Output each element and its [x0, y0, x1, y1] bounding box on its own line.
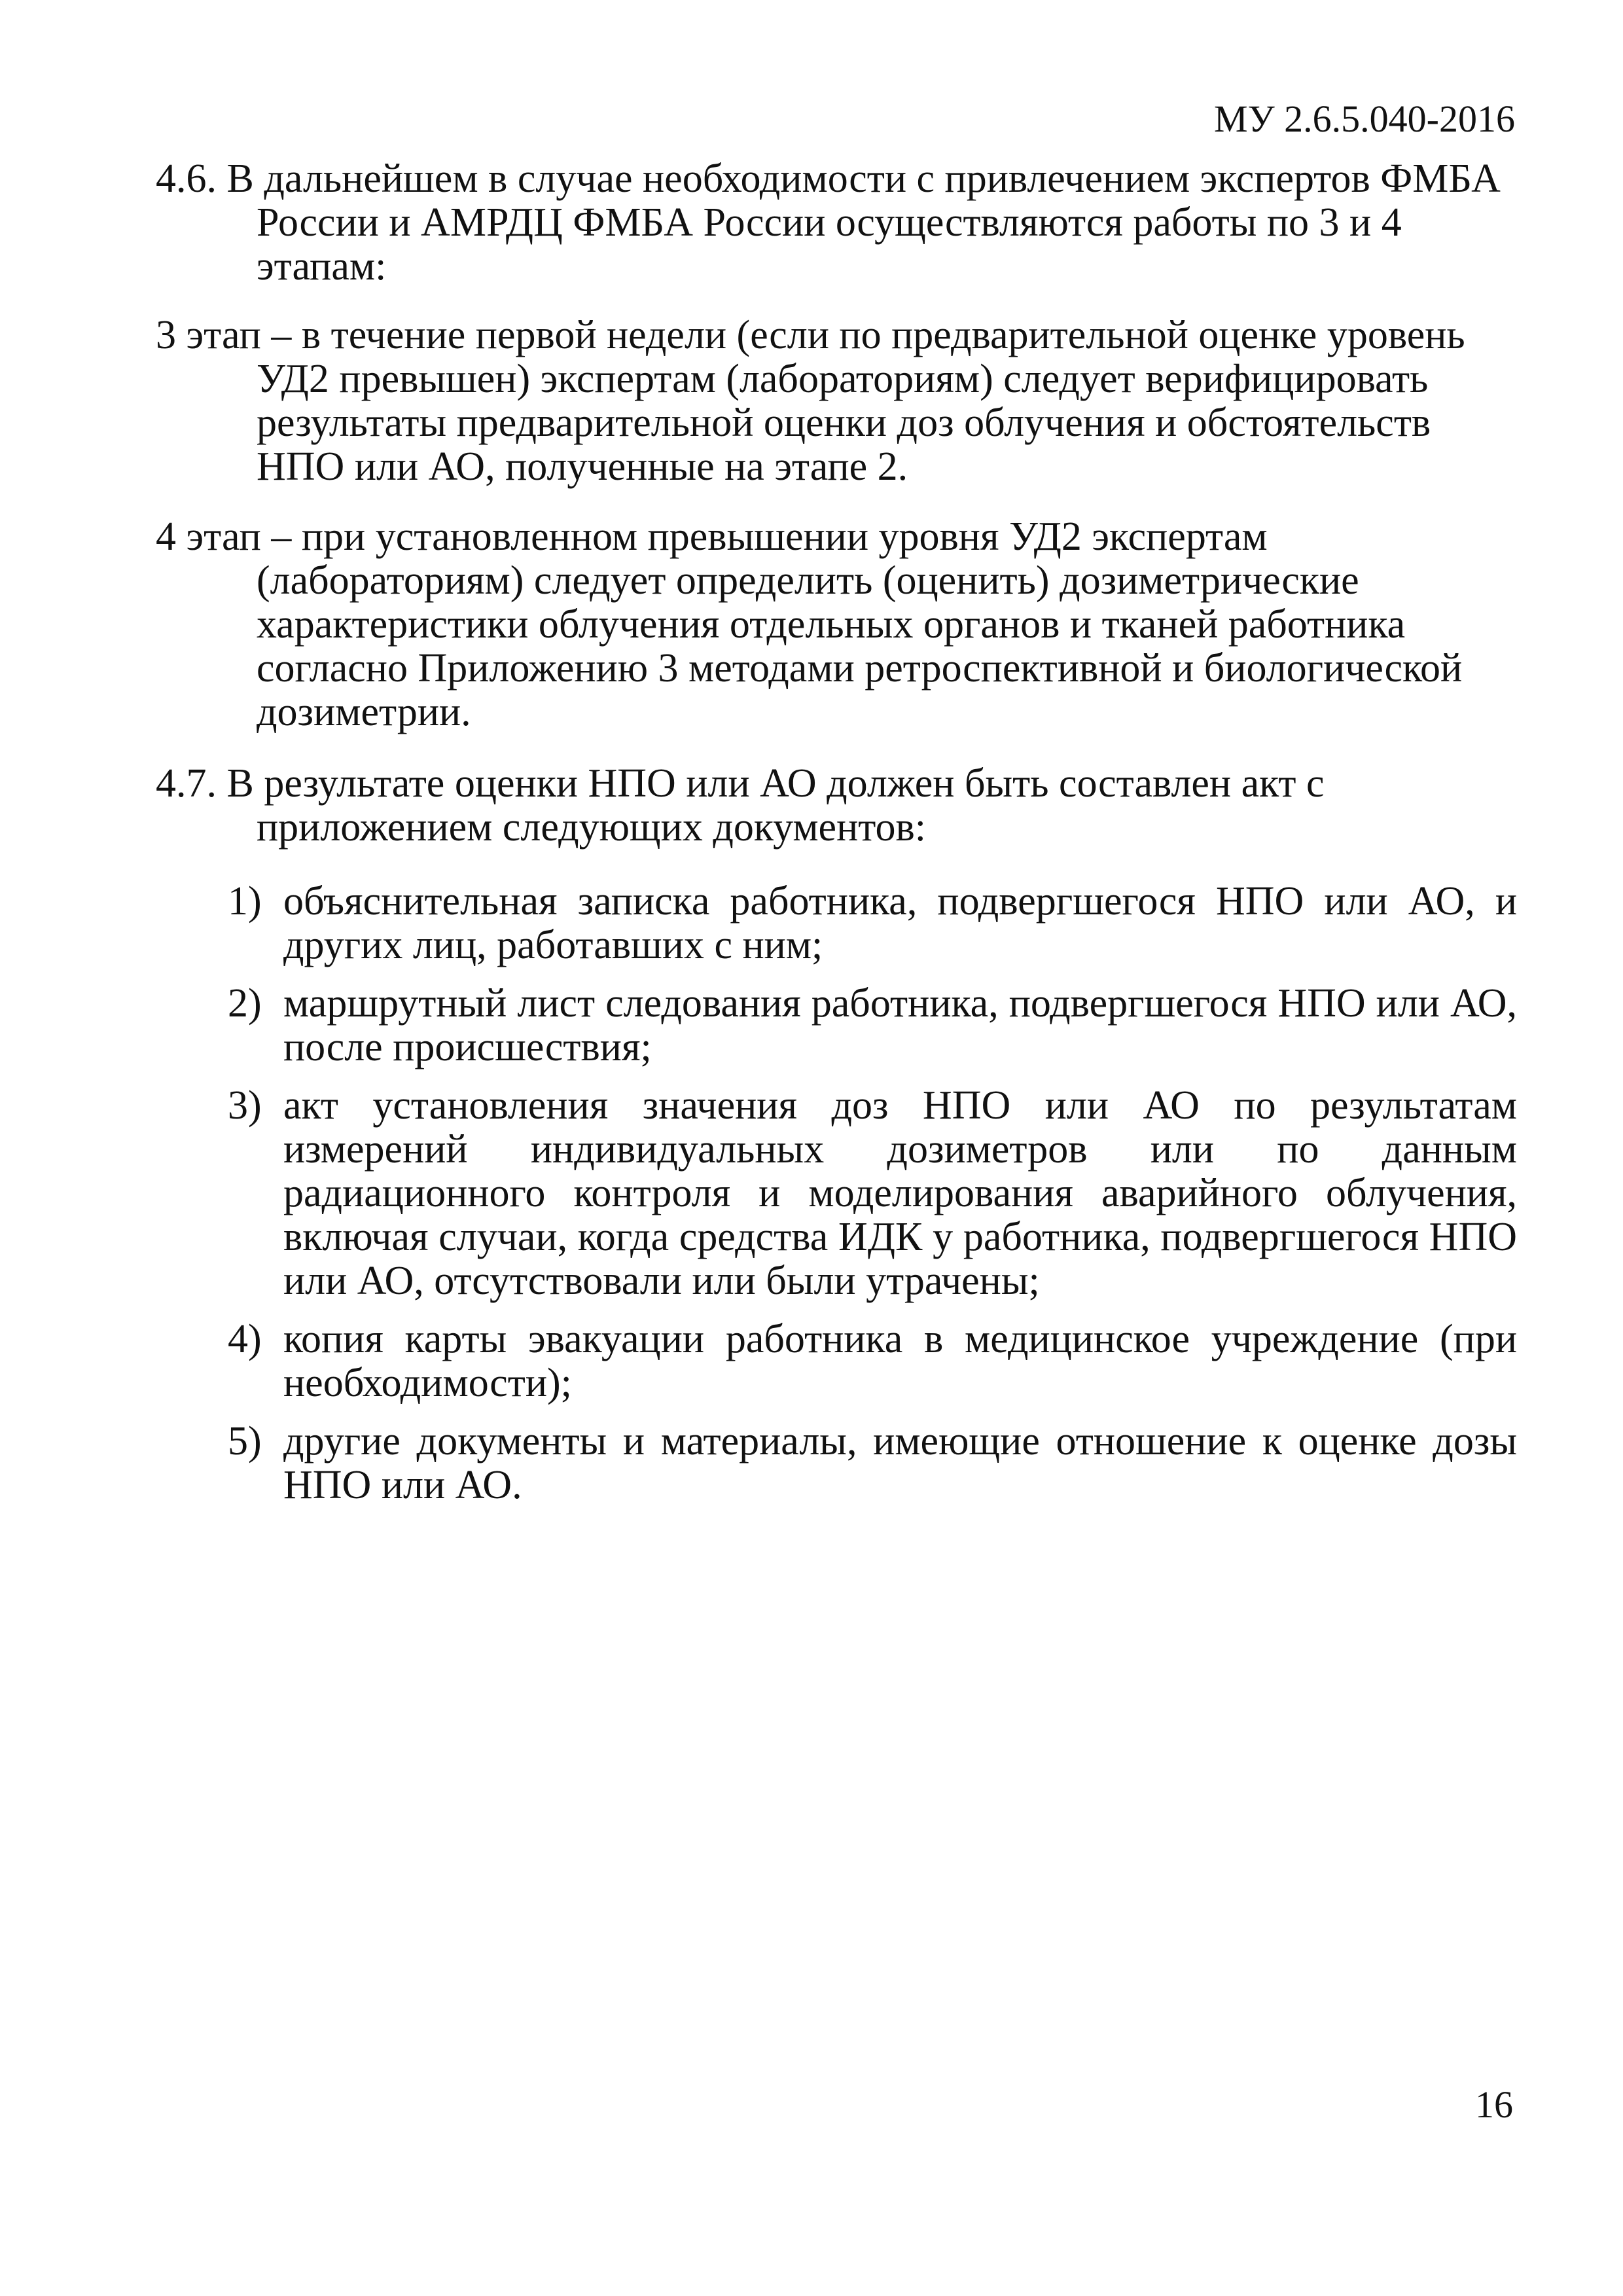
list-item: [156, 880, 1517, 967]
stage-3-paragraph: 3 этап – в течение первой недели (если по предварительной оценке уровень УД2 превышен) экспертам (лабораториям) следует верифицировать результаты предварительной оценки доз облучения и обстоятельств НПО или АО, полученные на этапе 2.: [156, 313, 1465, 489]
list-item: [156, 1084, 1517, 1303]
list-item-text: другие документы и материалы, имеющие отношение к оценке дозы НПО или АО.: [283, 1419, 1517, 1507]
list-item: [156, 1420, 1517, 1507]
stage-4-paragraph: 4 этап – при установленном превышении уровня УД2 экспертам (лабораториям) следует определить (оценить) дозиметрические характеристики облучения отдельных органов и тканей работника согласно Приложению 3 методами ретроспективной и биологической дозиметрии.: [156, 514, 1463, 734]
document-body: [156, 157, 1517, 1522]
section-4-6: 4.6. В дальнейшем в случае необходимости с привлечением экспертов ФМБА России и АМРДЦ ФМБА России осуществляются работы по 3 и 4 этапам:: [156, 156, 1501, 289]
list-item-text: копия карты эвакуации работника в медицинское учреждение (при необходимости);: [283, 1317, 1517, 1405]
list-item-number: 3): [228, 1083, 262, 1128]
list-item-number: 4): [228, 1317, 262, 1361]
section-4-7: 4.7. В результате оценки НПО или АО должен быть составлен акт с приложением следующих документов:: [156, 761, 1325, 850]
list-item: [156, 982, 1517, 1069]
list-item-number: 2): [228, 981, 262, 1026]
list-item-text: объяснительная записка работника, подвергшегося НПО или АО, и других лиц, работавших с ним;: [283, 879, 1517, 967]
document-code: МУ 2.6.5.040-2016: [1214, 98, 1515, 140]
list-item-number: 1): [228, 879, 262, 924]
list-item-number: 5): [228, 1419, 262, 1463]
attachments-list: [156, 880, 1517, 1507]
list-item-text: маршрутный лист следования работника, подвергшегося НПО или АО, после происшествия;: [283, 981, 1517, 1069]
list-item: [156, 1318, 1517, 1405]
page-number: 16: [1475, 2083, 1513, 2126]
list-item-text: акт установления значения доз НПО или АО по результатам измерений индивидуальных дозиметров или по данным радиационного контроля и моделирования аварийного облучения, включая случаи, когда средства ИДК у работника, подвергшегося НПО или АО, отсутствовали или были утрачены;: [283, 1083, 1517, 1303]
